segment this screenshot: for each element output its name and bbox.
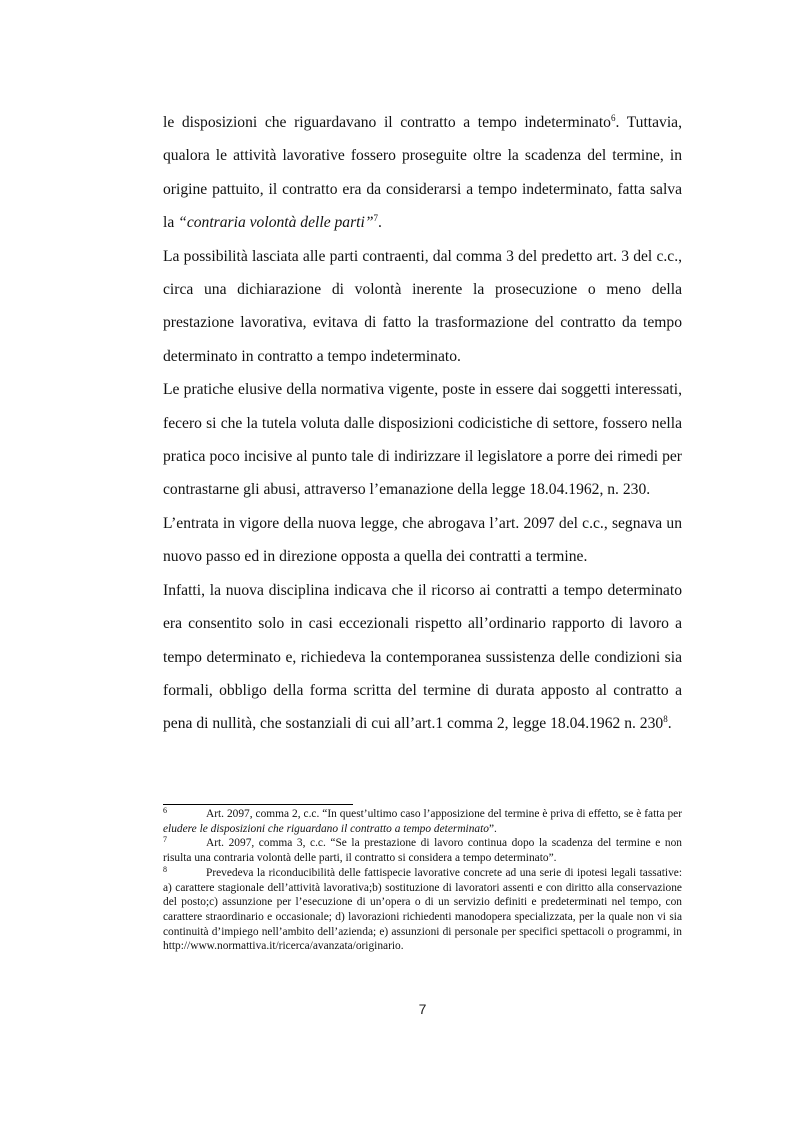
footnote-link[interactable]: http://www.normattiva.it/ricerca/avanzata/originario. — [163, 940, 404, 953]
footnote-ref-6[interactable]: 6 — [610, 113, 616, 123]
footnote-6: $^6$ Art. 2097, comma 2, c.c. “In quest’ultimo caso l’apposizione del termine è priva di effetto, se è fatta per eludere le disposizioni che riguardano il contratto a tempo determinato”. — [163, 806, 682, 835]
footnote-ref-8[interactable]: 8 — [663, 714, 668, 725]
footnote-7: $^7$ Art. 2097, comma 3, c.c. “Se la prestazione di lavoro continua dopo la scadenza del termine e non risulta una contraria volontà delle parti, il contratto si considera a tempo determinato”. — [163, 835, 682, 865]
footnote-8: $^8$ Prevedeva la riconducibilità delle fattispecie lavorative concrete ad una serie di ipotesi legali tassative: a) carattere stagionale dell’attività lavorativa;b) sostituzione di lavoratori assenti e con diritto alla conservazione del posto;c) assunzione per l’esecuzione di un’opera o di un servizio definiti e predeterminati nel tempo, con carattere straordinario e occasionale; d) lavorazioni richiedenti manodopera specializzata, per la quale non vi sia continuità d’impiego nell’ambito dell’azienda; e) assunzioni di personale per specifici spettacoli o programmi, in http://www.normattiva.it/ricerca/avanzata/originario. — [163, 864, 682, 953]
footnote-ref-7[interactable]: 7 — [373, 213, 379, 224]
footnote-separator — [163, 804, 353, 805]
footnote-number: 8 — [163, 864, 167, 874]
paragraph-5: Infatti, la nuova disciplina indicava che il ricorso ai contratti a tempo determinato era consentito solo in casi eccezionali rispetto all’ordinario rapporto di lavoro a tempo determinato e, richiedeva la contemporanea sussistenza delle condizioni sia formali, obbligo della forma scritta del termine di durata apposto al contratto a pena di nullità, che sostanziali di cui all’art.1 comma 2, legge 18.04.1962 n. $230^8$. — [163, 581, 682, 733]
footnote-number: 6 — [163, 806, 167, 815]
body-text — [163, 106, 682, 741]
paragraph-3: Le pratiche elusive della normativa vigente, poste in essere dai soggetti interessati, fecero si che la tutela voluta dalle disposizioni codicistiche di settore, fossero nella pratica poco incisive al punto tale di indirizzare il legislatore a porre dei rimedi per contrastarne gli abusi, attraverso l’emanazione della legge 18.04.1962, n. 230. — [163, 381, 682, 499]
page-number: 7 — [418, 1001, 427, 1017]
footnotes — [163, 804, 682, 954]
italic-quote: “contraria volontà delle parti” — [178, 214, 374, 232]
paragraph-4: L’entrata in vigore della nuova legge, che abrogava l’art. 2097 del c.c., segnava un nuovo passo ed in direzione opposta a quella dei contratti a termine. — [163, 514, 682, 566]
paragraph-2: La possibilità lasciata alle parti contraenti, dal comma 3 del predetto art. 3 del c.c., circa una dichiarazione di volontà inerente la prosecuzione o meno della prestazione lavorativa, evitava di fatto la trasformazione del contratto da tempo determinato in contratto a tempo indeterminato. — [163, 247, 682, 365]
footnote-number: 7 — [163, 835, 167, 845]
paragraph-1: le disposizioni che riguardavano il contratto a tempo indeterminato$^6$. Tuttavia, qualora le attività lavorative fossero proseguite oltre la scadenza del termine, in origine pattuito, il contratto era da considerarsi a tempo indeterminato, fatta salva la “contraria volontà delle parti”$^7$. — [163, 113, 682, 232]
